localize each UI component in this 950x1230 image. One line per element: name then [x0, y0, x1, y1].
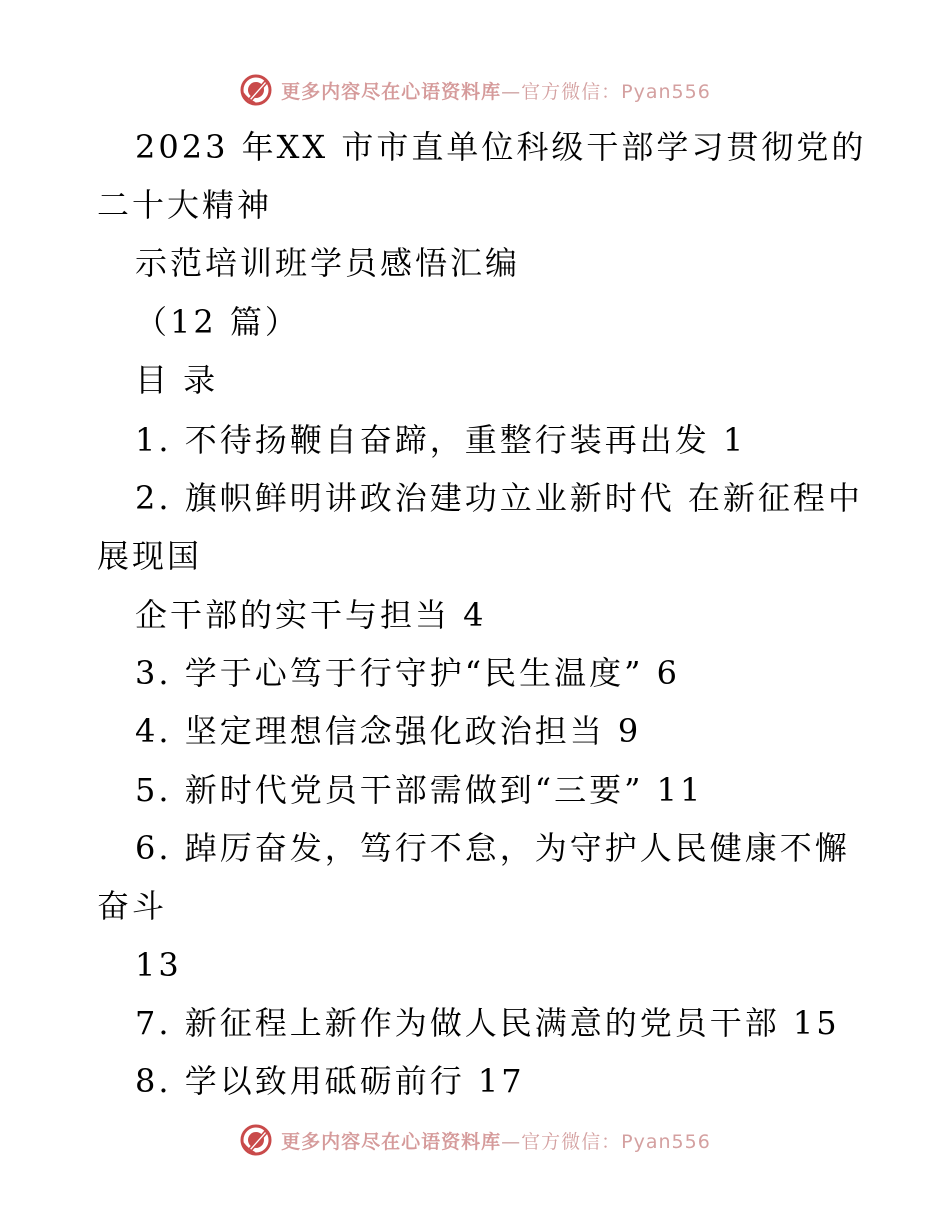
toc-item: 7. 新征程上新作为做人民满意的党员干部 15 — [135, 1004, 840, 1042]
document-subtitle: 示范培训班学员感悟汇编 — [135, 244, 521, 282]
header-watermark — [0, 70, 950, 110]
footer-watermark — [0, 1120, 950, 1160]
watermark-text: 更多内容尽在心语资料库—官方微信：Pyan556 — [281, 80, 711, 103]
pen-logo-icon — [239, 73, 273, 107]
toc-heading: 目 录 — [135, 361, 219, 399]
watermark-text: 更多内容尽在心语资料库—官方微信：Pyan556 — [281, 1130, 711, 1153]
toc-item: 2. 旗帜鲜明讲政治建功立业新时代 在新征程中 — [135, 479, 863, 517]
toc-item: 1. 不待扬鞭自奋蹄，重整行装再出发 1 — [135, 421, 747, 459]
toc-item: 6. 踔厉奋发，笃行不怠，为守护人民健康不懈 — [135, 829, 850, 867]
toc-item-continuation: 13 — [135, 946, 182, 984]
toc-item-continuation: 展现国 — [97, 537, 203, 575]
toc-item-continuation: 企干部的实干与担当 4 — [135, 596, 487, 634]
article-count: （12 篇） — [135, 303, 300, 341]
pen-logo-icon — [239, 1123, 273, 1157]
toc-item: 5. 新时代党员干部需做到“三要” 11 — [135, 771, 704, 809]
toc-item: 4. 坚定理想信念强化政治担当 9 — [135, 712, 642, 750]
document-title-line-2: 二十大精神 — [97, 186, 273, 224]
document-title-line-1: 2023 年XX 市市直单位科级干部学习贯彻党的 — [135, 128, 867, 166]
toc-item: 3. 学于心笃于行守护“民生温度” 6 — [135, 654, 680, 692]
toc-item: 8. 学以致用砥砺前行 17 — [135, 1062, 525, 1100]
toc-item-continuation: 奋斗 — [97, 887, 168, 925]
